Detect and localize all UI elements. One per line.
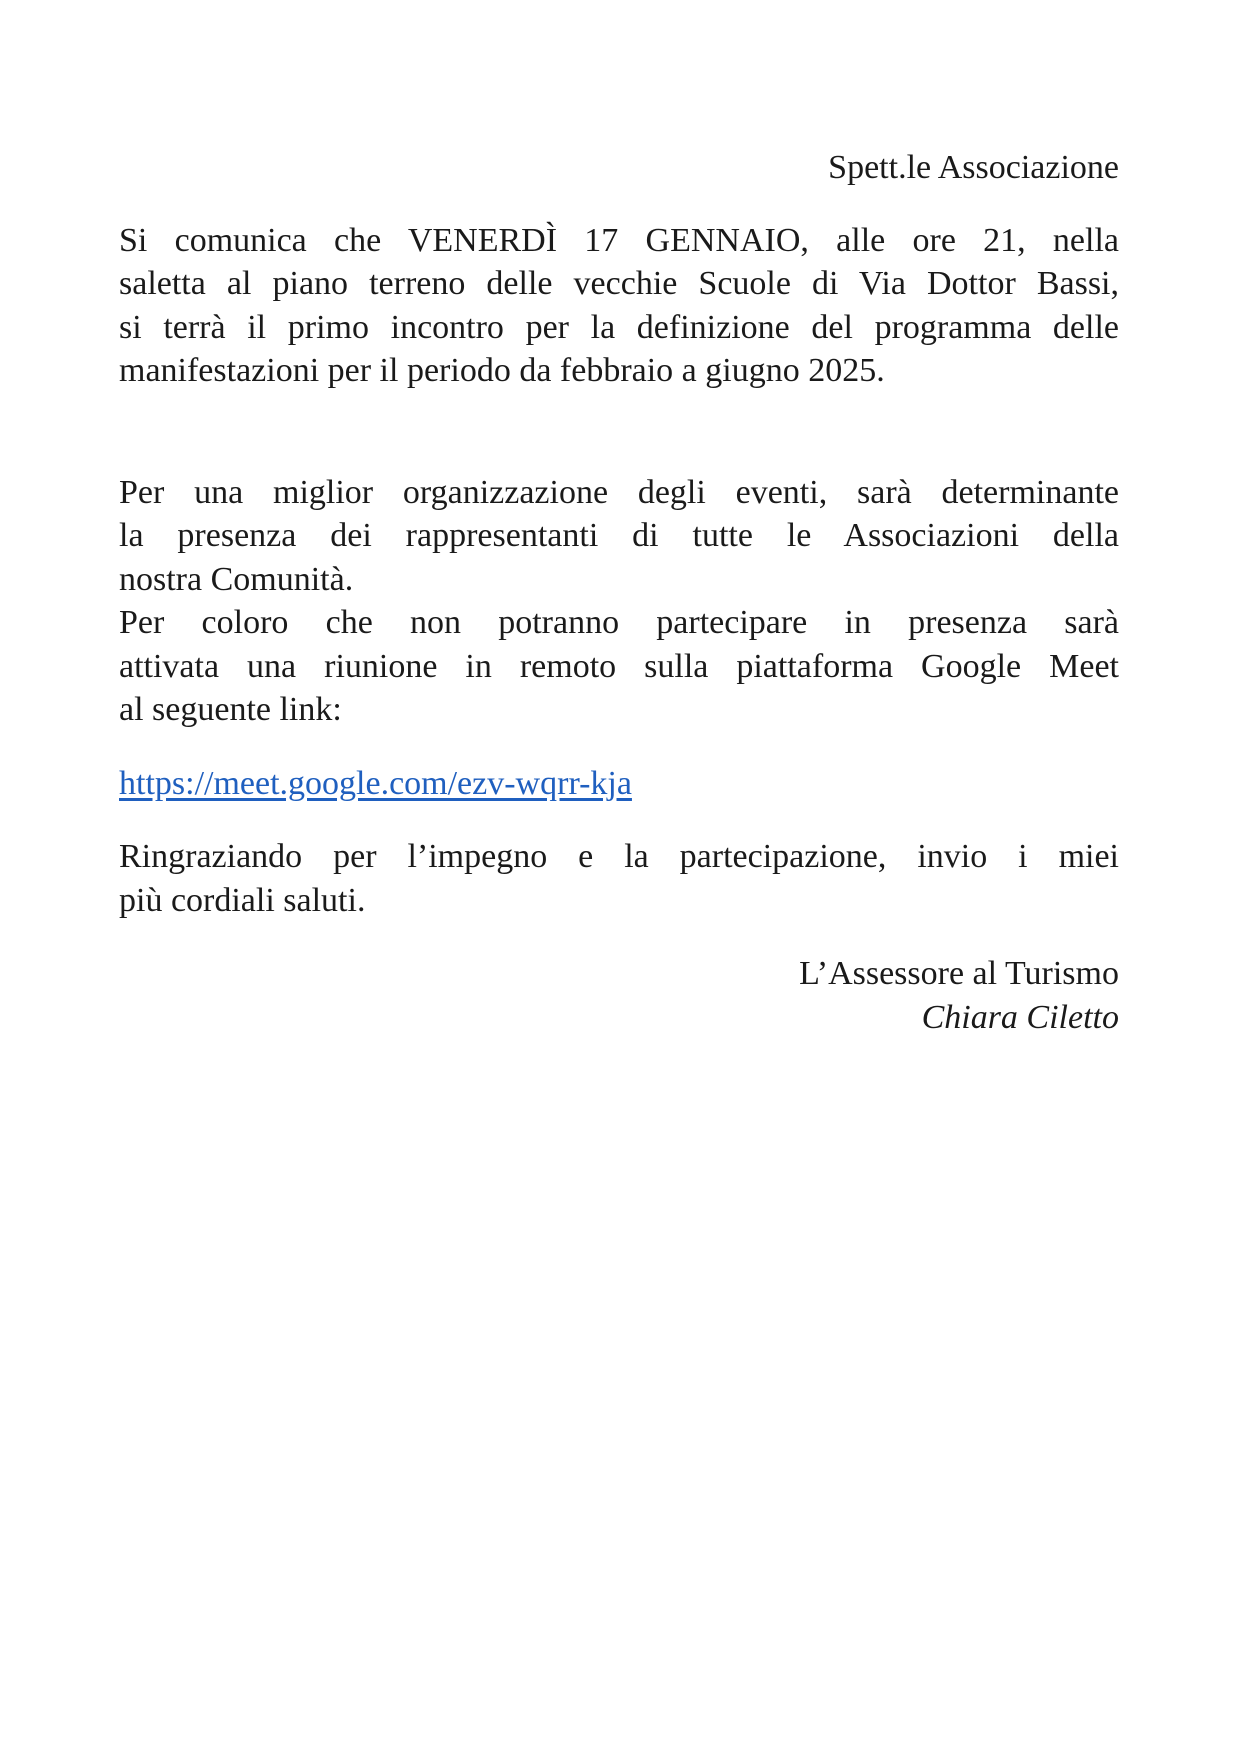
text-line: più cordiali saluti. xyxy=(119,881,366,919)
text-line: Ringraziando per l’impegno e la partecipazione, invio i miei xyxy=(119,838,1119,875)
text-line: manifestazioni per il periodo da febbraio a giugno 2025. xyxy=(119,352,885,389)
signatory-name: Chiara Ciletto xyxy=(921,998,1119,1036)
paragraph-meeting-announcement xyxy=(119,219,1119,393)
spacer xyxy=(119,922,1119,952)
text-line: Per coloro che non potranno partecipare in presenza sarà xyxy=(119,604,1119,641)
paragraph-attendance xyxy=(119,471,1119,602)
text-line: attivata una riunione in remoto sulla piattaforma Google Meet xyxy=(119,647,1119,685)
spacer xyxy=(119,732,1119,762)
meet-link-paragraph xyxy=(119,762,1119,806)
text-line: nostra Comunità. xyxy=(119,560,354,598)
text-line: al seguente link: xyxy=(119,691,342,728)
spacer xyxy=(119,805,1119,835)
google-meet-link[interactable]: https://meet.google.com/ezv-wqrr-kja xyxy=(119,764,632,802)
letter-body xyxy=(119,146,1119,1039)
text-line: la presenza dei rappresentanti di tutte le Associazioni della xyxy=(119,517,1119,554)
paragraph-remote-meeting xyxy=(119,601,1119,732)
signature-block xyxy=(119,952,1119,1039)
signatory-role: L’Assessore al Turismo xyxy=(799,955,1119,992)
text-line: si terrà il primo incontro per la definizione del programma delle xyxy=(119,308,1119,346)
paragraph-closing xyxy=(119,835,1119,922)
text-line: Per una miglior organizzazione degli eventi, sarà determinante xyxy=(119,473,1119,511)
addressee: Spett.le Associazione xyxy=(828,149,1119,186)
spacer xyxy=(119,393,1119,471)
text-line: saletta al piano terreno delle vecchie Scuole di Via Dottor Bassi, xyxy=(119,265,1119,302)
text-line: Si comunica che VENERDÌ 17 GENNAIO, alle ore 21, nella xyxy=(119,221,1119,259)
